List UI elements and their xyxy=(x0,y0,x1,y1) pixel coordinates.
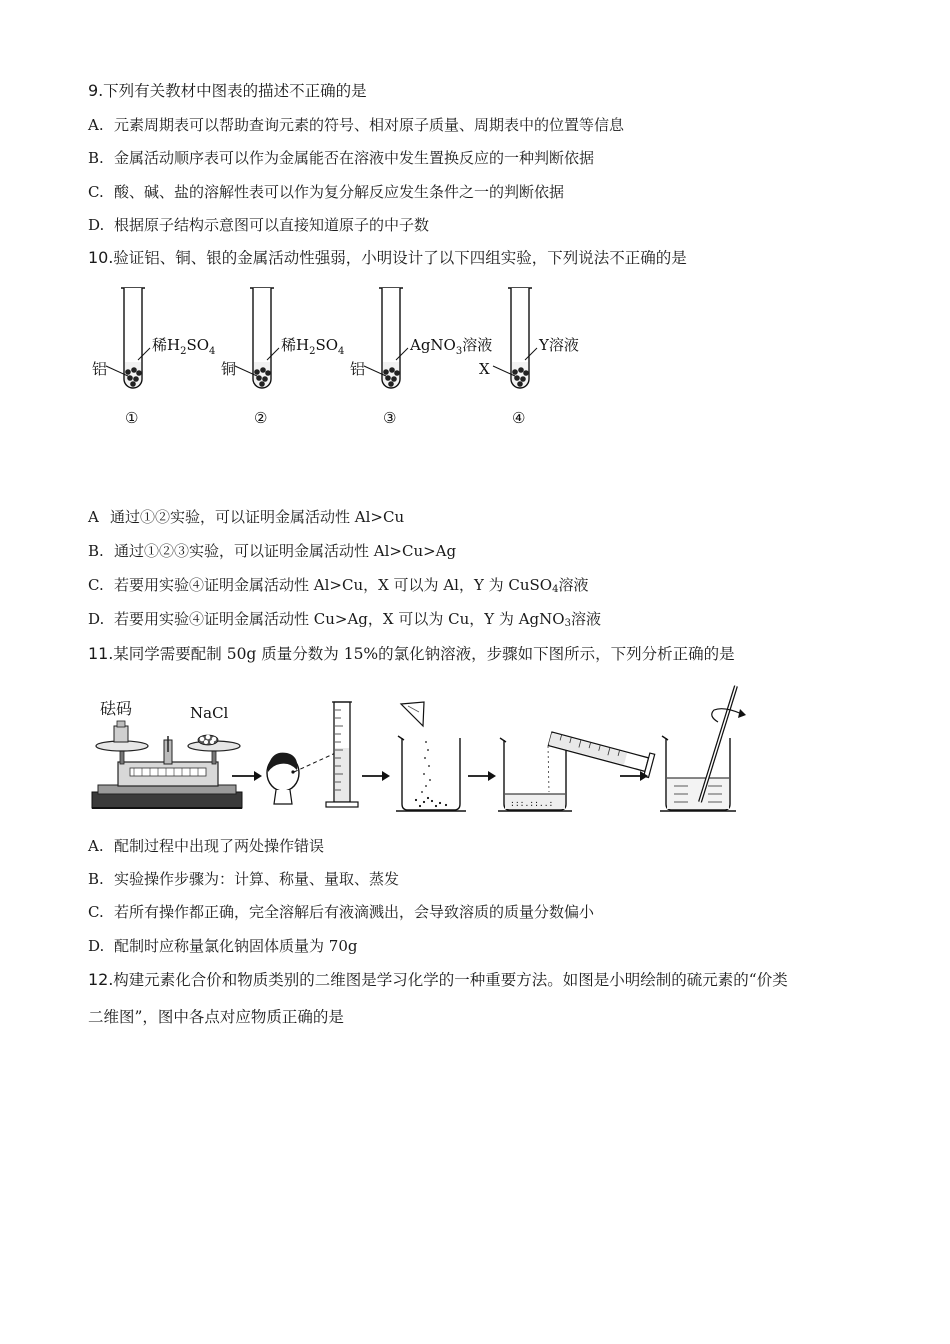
option-text: 通过①②实验，可以证明金属活动性 Al>Cu xyxy=(110,508,405,526)
question-number: 11 xyxy=(88,644,109,663)
tube-number-label: ④ xyxy=(512,409,526,427)
option-letter: C. xyxy=(88,183,104,201)
q11-option-c xyxy=(88,902,594,922)
metal-granule xyxy=(391,376,397,382)
q10-option-d xyxy=(88,609,601,634)
metal-granule xyxy=(262,376,268,382)
option-text: 若要用实验④证明金属活动性 Cu>Ag，X 可以为 Cu，Y 为 AgNO xyxy=(114,610,565,628)
weights-label: 砝码 xyxy=(100,699,133,718)
metal-granule xyxy=(517,381,523,387)
option-letter: C. xyxy=(88,576,104,594)
metal-granule xyxy=(260,367,266,373)
option-text-tail: 溶液 xyxy=(558,576,589,594)
metal-granule xyxy=(265,370,271,376)
option-letter: D. xyxy=(88,216,105,234)
metal-granule xyxy=(254,369,260,375)
arrow-right-icon xyxy=(232,771,262,781)
solution-label: 稀$H_2SO_4$ xyxy=(152,336,216,357)
subscript: 3 xyxy=(564,618,571,629)
balance-scale-icon xyxy=(92,721,242,808)
graduated-cylinder-icon xyxy=(326,702,358,807)
option-text: 配制时应称量氯化钠固体质量为 70g xyxy=(114,937,358,955)
nacl-label: NaCl xyxy=(190,704,229,722)
arrow-right-icon xyxy=(620,771,648,781)
test-tubes-figure xyxy=(88,280,608,430)
q9-option-a xyxy=(88,115,624,135)
option-letter: B. xyxy=(88,870,104,888)
q9-option-b xyxy=(88,148,594,168)
arrow-right-icon xyxy=(362,771,390,781)
metal-granule xyxy=(389,367,395,373)
q10-option-b xyxy=(88,541,456,561)
question-12-stem-continued xyxy=(88,1007,344,1027)
person-reading-cylinder-icon xyxy=(267,750,342,804)
metal-granule xyxy=(130,381,136,387)
option-letter: B. xyxy=(88,149,104,167)
q10-option-a xyxy=(88,507,404,527)
metal-granule xyxy=(518,367,524,373)
option-letter: D. xyxy=(88,610,105,628)
test-tubes-diagram xyxy=(88,280,608,430)
option-letter: A xyxy=(88,508,99,526)
metal-granule xyxy=(259,381,265,387)
question-9-stem xyxy=(88,81,367,101)
metal-granule xyxy=(394,370,400,376)
metal-granule xyxy=(133,376,139,382)
question-text: .验证铝、铜、银的金属活动性强弱，小明设计了以下四组实验，下列说法不正确的是 xyxy=(108,249,687,267)
solution-label: Y溶液 xyxy=(539,336,579,354)
option-text: 根据原子结构示意图可以直接知道原子的中子数 xyxy=(114,216,430,234)
beaker-stirring-rod-icon xyxy=(660,686,746,811)
metal-granule xyxy=(125,369,131,375)
option-letter: A. xyxy=(88,116,104,134)
test-tube-1 xyxy=(92,288,215,427)
metal-granule xyxy=(131,367,137,373)
test-tube-3 xyxy=(350,288,492,427)
test-tube-4 xyxy=(479,288,579,427)
option-letter: B. xyxy=(88,542,104,560)
metal-granule xyxy=(514,375,520,381)
solution-label: 稀$H_2SO_4$ xyxy=(281,336,345,357)
beaker-pouring-salt-icon xyxy=(396,702,466,811)
option-text: 金属活动顺序表可以作为金属能否在溶液中发生置换反应的一种判断依据 xyxy=(114,149,595,167)
q11-option-a xyxy=(88,836,324,856)
tube-number-label: ② xyxy=(254,409,268,427)
metal-granule xyxy=(256,375,262,381)
solution-preparation-figure xyxy=(90,680,760,820)
q9-option-d xyxy=(88,215,429,235)
option-text: 酸、碱、盐的溶解性表可以作为复分解反应发生条件之一的判断依据 xyxy=(114,183,565,201)
option-text: 若所有操作都正确，完全溶解后有液滴溅出，会导致溶质的质量分数偏小 xyxy=(114,903,595,921)
question-text: .构建元素化合价和物质类别的二维图是学习化学的一种重要方法。如图是小明绘制的硫元素的“价类 xyxy=(108,971,788,989)
tube-number-label: ③ xyxy=(383,409,397,427)
metal-granule xyxy=(385,375,391,381)
question-10-stem xyxy=(88,248,687,268)
metal-granule xyxy=(512,369,518,375)
question-text: .某同学需要配制 50g 质量分数为 15%的氯化钠溶液，步骤如下图所示，下列分析正确的是 xyxy=(108,645,735,663)
preparation-steps-diagram xyxy=(90,680,760,820)
option-text-tail: 溶液 xyxy=(570,610,601,628)
metal-label: 铝 xyxy=(92,360,108,378)
beaker-pouring-water-icon xyxy=(498,727,655,811)
metal-granule xyxy=(388,381,394,387)
question-12-stem xyxy=(88,970,788,990)
metal-label: X xyxy=(479,360,490,378)
question-text: .下列有关教材中图表的描述不正确的是 xyxy=(98,82,367,100)
test-tube-2 xyxy=(221,288,344,427)
question-text: 二维图”，图中各点对应物质正确的是 xyxy=(88,1008,344,1026)
metal-label: 铜 xyxy=(221,360,237,378)
question-number: 12 xyxy=(88,970,109,989)
q9-option-c xyxy=(88,182,564,202)
option-text: 实验操作步骤为：计算、称量、量取、蒸发 xyxy=(114,870,400,888)
tube-number-label: ① xyxy=(125,409,139,427)
option-text: 元素周期表可以帮助查询元素的符号、相对原子质量、周期表中的位置等信息 xyxy=(114,116,625,134)
option-letter: A. xyxy=(88,837,104,855)
subscript: 4 xyxy=(552,584,559,595)
metal-granule xyxy=(383,369,389,375)
question-11-stem xyxy=(88,644,735,664)
q11-option-d xyxy=(88,936,357,956)
metal-label: 铝 xyxy=(350,360,366,378)
option-text: 通过①②③实验，可以证明金属活动性 Al>Cu>Ag xyxy=(114,542,457,560)
q11-option-b xyxy=(88,869,399,889)
svg-text::::.::..:: :::.::..: xyxy=(510,799,554,808)
q10-option-c xyxy=(88,575,589,600)
metal-granule xyxy=(523,370,529,376)
question-number: 10 xyxy=(88,248,109,267)
metal-granule xyxy=(520,376,526,382)
metal-granule xyxy=(136,370,142,376)
solution-label: AgNO$_3$溶液 xyxy=(410,336,493,357)
question-number: 9 xyxy=(88,81,99,100)
option-letter: D. xyxy=(88,937,105,955)
arrow-right-icon xyxy=(468,771,496,781)
option-text: 配制过程中出现了两处操作错误 xyxy=(114,837,325,855)
metal-granule xyxy=(127,375,133,381)
option-letter: C. xyxy=(88,903,104,921)
option-text: 若要用实验④证明金属活动性 Al>Cu，X 可以为 Al，Y 为 CuSO xyxy=(114,576,553,594)
